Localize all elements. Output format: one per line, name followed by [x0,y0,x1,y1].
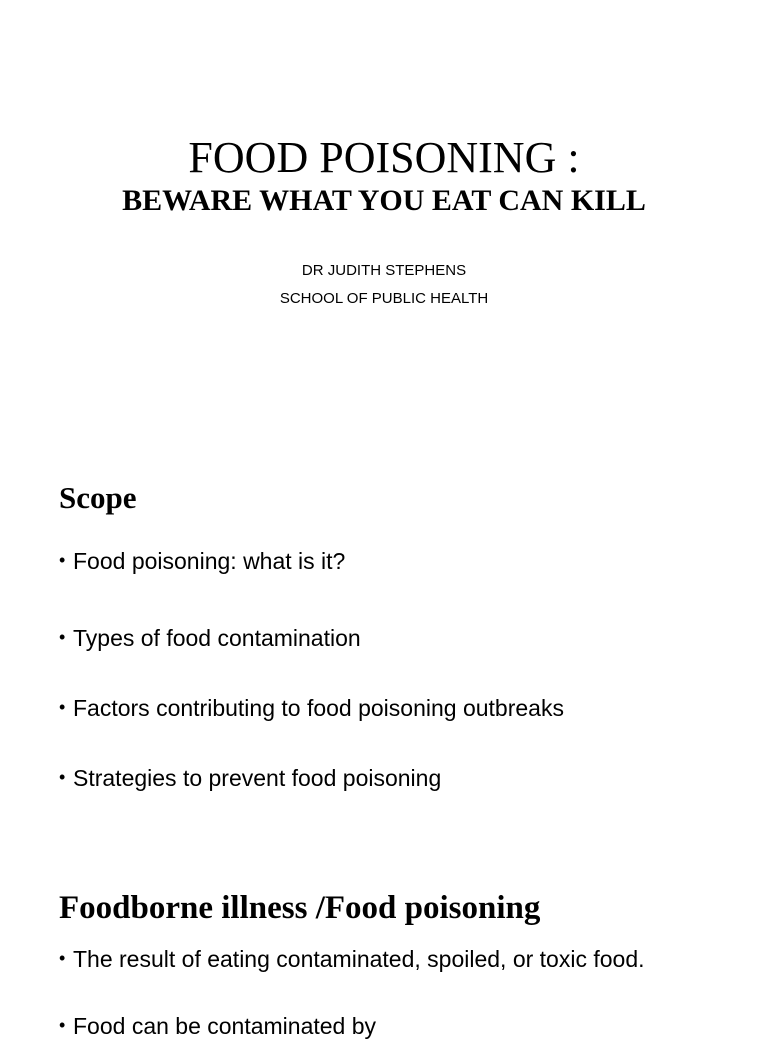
slide-heading: Foodborne illness /Food poisoning [59,890,541,926]
list-item-text: Strategies to prevent food poisoning [73,765,442,791]
presentation-subtitle: BEWARE WHAT YOU EAT CAN KILL [122,184,646,217]
list-item-text: Food poisoning: what is it? [73,548,346,574]
presentation-title: FOOD POISONING : [188,133,580,182]
author-affiliation: SCHOOL OF PUBLIC HEALTH [279,290,489,307]
slide-foodborne-illness [0,864,768,1039]
slide-scope [0,432,768,864]
list-item-text: Types of food contamination [73,625,361,651]
list-item [59,943,719,975]
bullet-icon: • [59,697,66,717]
slide-heading: Scope [59,480,137,515]
bullet-icon: • [59,627,66,647]
list-item [59,692,719,724]
slide-title [0,0,768,432]
list-item [59,1010,719,1042]
list-item [59,545,719,577]
bullet-icon: • [59,550,66,570]
list-item-text: Food can be contaminated by [73,1013,377,1039]
list-item [59,762,719,794]
list-item [59,622,719,654]
list-item-text: The result of eating contaminated, spoiled, or toxic food. [73,946,645,972]
bullet-icon: • [59,767,66,787]
bullet-icon: • [59,948,66,968]
bullet-icon: • [59,1015,66,1035]
author-name: DR JUDITH STEPHENS [301,262,467,279]
list-item-text: Factors contributing to food poisoning outbreaks [73,695,564,721]
